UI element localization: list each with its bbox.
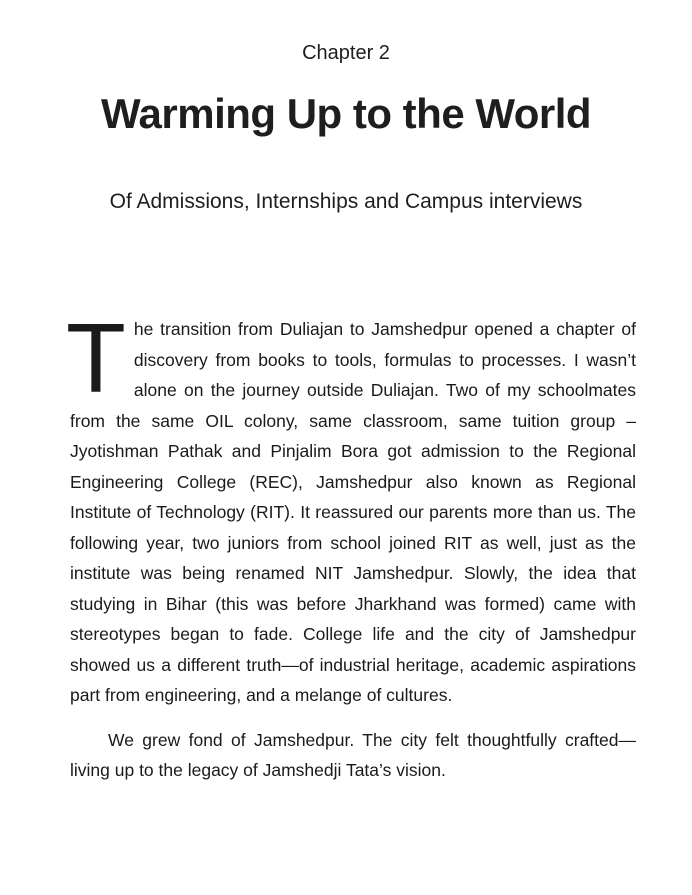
paragraph [70,725,636,786]
paragraph-text: he transition from Duliajan to Jamshedpur opened a chapter of discovery from books to tools, formulas to processes. I wasn’t alone on the journey outside Duliajan. Two of my schoolmates from the same OIL colony, same classroom, same tuition group – Jyotishman Pathak and Pinjalim Bora got admission to the Regional Engineering College (REC), Jamshedpur also known as Regional Institute of Technology (RIT). It reassured our parents more than us. The following year, two juniors from school joined RIT as well, just as the institute was being renamed NIT Jamshedpur. Slowly, the idea that studying in Bihar (this was before Jharkhand was formed) came with stereotypes began to fade. College life and the city of Jamshedpur showed us a different truth—of industrial heritage, academic aspirations part from engineering, and a melange of cultures. [70,319,636,705]
chapter-label: Chapter 2 [302,42,390,64]
chapter-subtitle: Of Admissions, Internships and Campus interviews [109,190,583,213]
chapter-title: Warming Up to the World [100,90,592,137]
drop-cap: T [66,303,126,413]
chapter-body [66,303,636,786]
paragraph [66,303,636,711]
paragraph-text: We grew fond of Jamshedpur. The city felt thoughtfully crafted—living up to the legacy of Jamshedji Tata’s vision. [70,729,636,780]
